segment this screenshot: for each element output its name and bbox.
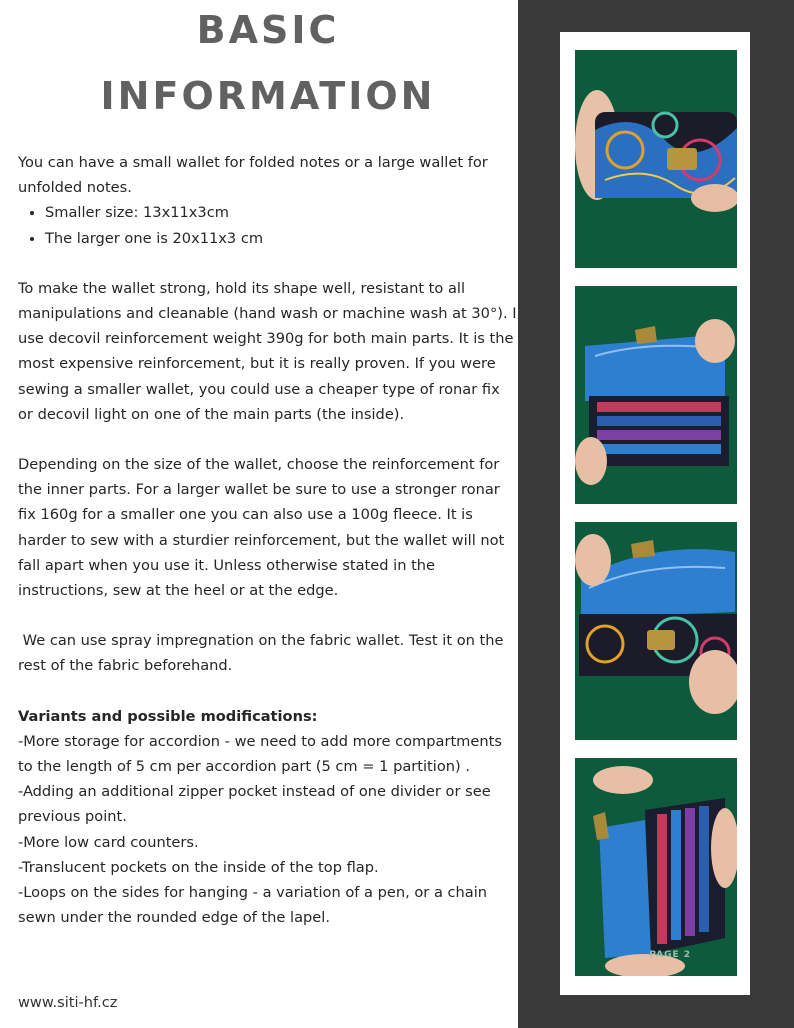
wallet-closed-photo [575, 50, 737, 268]
inner-parts-paragraph: Depending on the size of the wallet, choose the reinforcement for the inner parts. For a larger wallet be sure to use a stronger ronar fix 160g for a smaller one you can also use a 100g fleece. It is harder to sew with a sturdier reinforcement, but the wallet will not fall apart when you use it. Unless otherwise stated in the instructions, sew at the heel or at the edge. [18, 456, 505, 600]
variant-item: -Loops on the sides for hanging - a variation of a pen, or a chain sewn under the rounded edge of the lapel. [18, 884, 488, 927]
variant-item: -Adding an additional zipper pocket instead of one divider or see previous point. [18, 783, 491, 826]
wallet-flap-opening-photo [575, 522, 737, 740]
variants-heading: Variants and possible modifications: [18, 707, 318, 725]
website-link[interactable]: www.siti-hf.cz [18, 994, 118, 1011]
intro-paragraph: You can have a small wallet for folded notes or a large wallet for unfolded notes. [18, 154, 488, 197]
wallet-open-inside-photo [575, 286, 737, 504]
size-list [18, 200, 518, 250]
page-title-line-1: BASIC [196, 8, 340, 52]
body-text [18, 150, 518, 930]
variant-item: -More low card counters. [18, 833, 199, 851]
variant-item: -Translucent pockets on the inside of the top flap. [18, 858, 379, 876]
photo-strip [560, 32, 750, 995]
impregnation-paragraph: We can use spray impregnation on the fabric wallet. Test it on the rest of the fabric beforehand. [18, 632, 509, 675]
photo-sidebar [518, 0, 794, 1028]
size-item-small: • Smaller size: 13x11x3cm [45, 200, 518, 225]
reinforcement-paragraph: To make the wallet strong, hold its shape well, resistant to all manipulations and cleanable (hand wash or machine wash at 30°). I use decovil reinforcement weight 390g for both main parts. It is the most expensive reinforcement, but it is really proven. If you were sewing a smaller wallet, you could use a cheaper type of ronar fix or decovil light on one of the main parts (the inside). [18, 279, 517, 423]
size-item-large: • The larger one is 20x11x3 cm [45, 226, 518, 251]
wallet-accordion-photo [575, 758, 737, 976]
page-number-label: PAGE 2 [649, 950, 691, 960]
page-title-line-2: INFORMATION [100, 74, 436, 118]
variant-item: -More storage for accordion - we need to add more compartments to the length of 5 cm per accordion part (5 cm = 1 partition) . [18, 732, 502, 776]
